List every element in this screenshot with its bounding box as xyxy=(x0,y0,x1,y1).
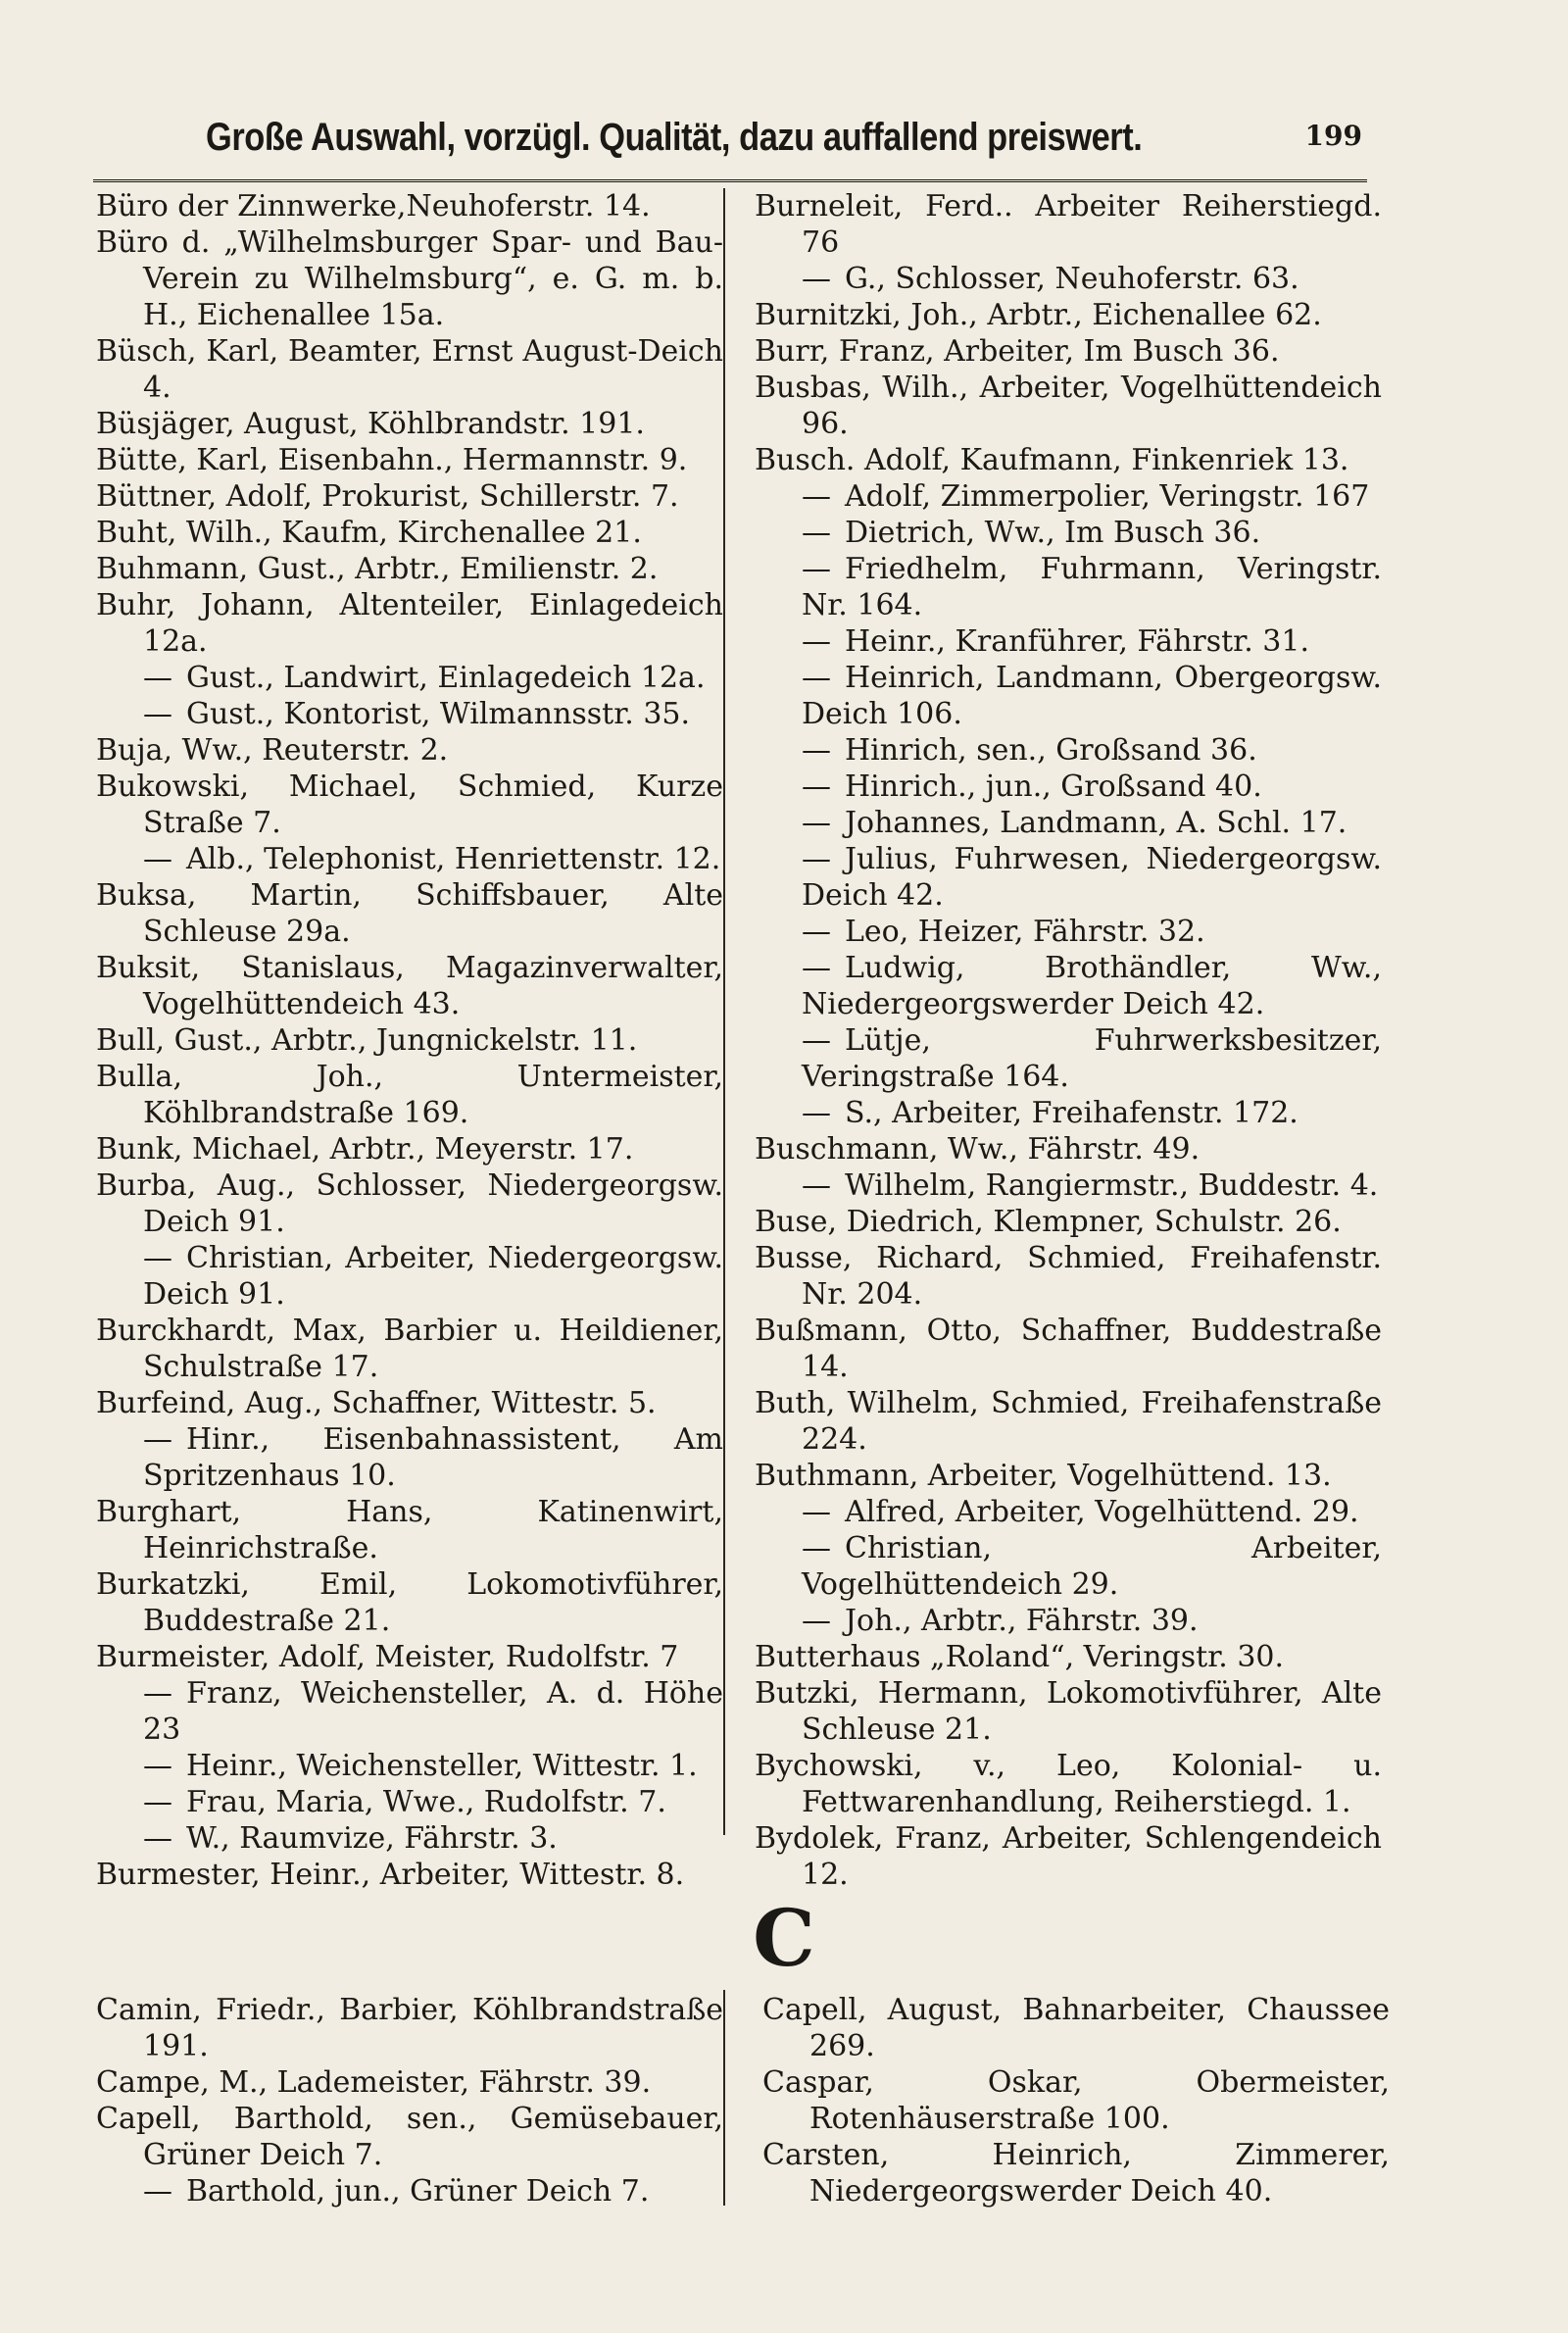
ditto-dash xyxy=(802,1167,845,1204)
directory-entry xyxy=(96,1675,723,1748)
directory-entry xyxy=(96,1059,723,1131)
entry-text: Bychowski, v., Leo, Kolonial- u. Fettwarenhandlung, Reiherstiegd. 1. xyxy=(755,1749,1382,1819)
entry-text: Butterhaus „Roland“, Veringstr. 30. xyxy=(755,1640,1285,1674)
directory-entry xyxy=(755,1530,1382,1603)
entry-text: Julius, Fuhrwesen, Niedergeorgsw. Deich 42. xyxy=(802,842,1382,913)
directory-entry xyxy=(755,623,1382,660)
ditto-dash xyxy=(802,805,845,841)
entry-text: G., Schlosser, Neuhoferstr. 63. xyxy=(845,262,1299,296)
entry-text: Leo, Heizer, Fährstr. 32. xyxy=(845,915,1205,949)
entry-text: Butzki, Hermann, Lokomotivführer, Alte Schleuse 21. xyxy=(755,1676,1382,1747)
directory-entry xyxy=(96,1992,723,2064)
entry-text: Büsch, Karl, Beamter, Ernst August-Deich 4. xyxy=(96,334,723,405)
ditto-dash xyxy=(802,478,845,515)
ditto-dash xyxy=(143,841,186,877)
ditto-dash xyxy=(802,769,845,805)
ditto-dash xyxy=(143,2173,186,2209)
entry-text: Capell, August, Bahnarbeiter, Chaussee 269. xyxy=(762,1993,1390,2063)
directory-entry xyxy=(96,2064,723,2101)
directory-entry xyxy=(755,1675,1382,1748)
entry-text: Busbas, Wilh., Arbeiter, Vogelhüttendeich 96. xyxy=(755,371,1382,441)
directory-entry xyxy=(96,188,723,224)
entry-text: Heinr., Weichensteller, Wittestr. 1. xyxy=(186,1749,698,1783)
column-divider xyxy=(723,188,725,1835)
directory-entry xyxy=(96,1857,723,1893)
ditto-dash xyxy=(143,696,186,732)
directory-entry xyxy=(755,1313,1382,1385)
ditto-dash xyxy=(143,1240,186,1276)
header-advertisement: Große Auswahl, vorzügl. Qualität, dazu auffallend preiswert. xyxy=(206,116,1143,159)
entry-text: Buksa, Martin, Schiffsbauer, Alte Schleuse 29a. xyxy=(96,878,723,949)
entry-text: S., Arbeiter, Freihafenstr. 172. xyxy=(845,1096,1298,1130)
directory-entry xyxy=(755,769,1382,805)
entry-text: Büsjäger, August, Köhlbrandstr. 191. xyxy=(96,407,645,441)
directory-entry xyxy=(96,587,723,660)
ditto-dash xyxy=(802,1530,845,1566)
directory-entry xyxy=(755,1240,1382,1313)
c-column-divider xyxy=(723,1990,725,2206)
entry-text: Gust., Kontorist, Wilmannsstr. 35. xyxy=(186,697,691,731)
directory-entry xyxy=(755,478,1382,515)
ditto-dash xyxy=(802,1022,845,1059)
directory-entry xyxy=(755,1167,1382,1204)
directory-entry xyxy=(755,950,1382,1022)
left-column xyxy=(96,188,723,1893)
entry-text: Buthmann, Arbeiter, Vogelhüttend. 13. xyxy=(755,1459,1332,1493)
entry-text: Barthold, jun., Grüner Deich 7. xyxy=(186,2174,650,2209)
entry-text: Capell, Barthold, sen., Gemüsebauer, Grüner Deich 7. xyxy=(96,2102,723,2172)
entry-text: Burr, Franz, Arbeiter, Im Busch 36. xyxy=(755,334,1280,369)
directory-entry xyxy=(755,551,1382,623)
directory-entry xyxy=(755,1095,1382,1131)
entry-text: Alfred, Arbeiter, Vogelhüttend. 29. xyxy=(845,1495,1359,1529)
directory-entry xyxy=(755,442,1382,478)
entry-text: Bütte, Karl, Eisenbahn., Hermannstr. 9. xyxy=(96,443,688,477)
ditto-dash xyxy=(143,1784,186,1820)
entry-text: Wilhelm, Rangiermstr., Buddestr. 4. xyxy=(845,1168,1379,1203)
directory-entry xyxy=(755,805,1382,841)
right-column xyxy=(755,188,1382,1893)
directory-entry xyxy=(96,660,723,696)
directory-entry xyxy=(96,1639,723,1675)
directory-entry xyxy=(755,515,1382,551)
ditto-dash xyxy=(802,660,845,696)
entry-text: Buksit, Stanislaus, Magazinverwalter, Vogelhüttendeich 43. xyxy=(96,951,723,1021)
directory-entry xyxy=(755,333,1382,370)
entry-text: Busse, Richard, Schmied, Freihafenstr. Nr. 204. xyxy=(755,1241,1382,1312)
directory-entry xyxy=(96,950,723,1022)
directory-entry xyxy=(755,1385,1382,1458)
directory-entry xyxy=(96,769,723,841)
entry-text: Burckhardt, Max, Barbier u. Heildiener, Schulstraße 17. xyxy=(96,1314,723,1384)
entry-text: Busch. Adolf, Kaufmann, Finkenriek 13. xyxy=(755,443,1349,477)
directory-entry xyxy=(762,2064,1390,2137)
ditto-dash xyxy=(802,515,845,551)
directory-entry xyxy=(96,515,723,551)
entry-text: Buhmann, Gust., Arbtr., Emilienstr. 2. xyxy=(96,552,659,586)
entry-text: Büro der Zinnwerke,Neuhoferstr. 14. xyxy=(96,189,651,223)
ditto-dash xyxy=(802,914,845,950)
entry-text: Bulla, Joh., Untermeister, Köhlbrandstraße 169. xyxy=(96,1060,723,1130)
entry-text: Alb., Telephonist, Henriettenstr. 12. xyxy=(186,842,721,876)
directory-entry xyxy=(96,2173,723,2209)
directory-entry xyxy=(755,188,1382,261)
entry-text: Büttner, Adolf, Prokurist, Schillerstr. 7. xyxy=(96,479,679,514)
entry-text: Buschmann, Ww., Fährstr. 49. xyxy=(755,1132,1200,1166)
entry-text: Caspar, Oskar, Obermeister, Rotenhäuserstraße 100. xyxy=(762,2065,1390,2136)
section-letter: C xyxy=(753,1892,815,1984)
ditto-dash xyxy=(802,841,845,877)
entry-text: Buja, Ww., Reuterstr. 2. xyxy=(96,733,449,768)
entry-text: Bunk, Michael, Arbtr., Meyerstr. 17. xyxy=(96,1132,634,1166)
entry-text: Carsten, Heinrich, Zimmerer, Niedergeorgswerder Deich 40. xyxy=(762,2138,1390,2209)
directory-entry xyxy=(96,1421,723,1494)
directory-entry xyxy=(755,1603,1382,1639)
directory-entry xyxy=(96,877,723,950)
entry-text: Burkatzki, Emil, Lokomotivführer, Buddestraße 21. xyxy=(96,1567,723,1638)
entry-text: Heinrich, Landmann, Obergeorgsw. Deich 106. xyxy=(802,661,1382,731)
directory-entry xyxy=(96,841,723,877)
ditto-dash xyxy=(143,1421,186,1458)
directory-entry xyxy=(96,696,723,732)
ditto-dash xyxy=(802,1603,845,1639)
directory-entry xyxy=(96,224,723,333)
ditto-dash xyxy=(802,950,845,986)
entry-text: Franz, Weichensteller, A. d. Höhe 23 xyxy=(143,1676,723,1747)
directory-entry xyxy=(762,2137,1390,2209)
entry-text: Christian, Arbeiter, Vogelhüttendeich 29. xyxy=(802,1531,1382,1602)
entry-text: Johannes, Landmann, A. Schl. 17. xyxy=(845,806,1348,840)
entry-text: Burfeind, Aug., Schaffner, Wittestr. 5. xyxy=(96,1386,657,1420)
ditto-dash xyxy=(802,261,845,297)
entry-text: Hinr., Eisenbahnassistent, Am Spritzenhaus 10. xyxy=(143,1422,723,1493)
header-rule xyxy=(93,179,1367,182)
entry-text: Burghart, Hans, Katinenwirt, Heinrichstraße. xyxy=(96,1495,723,1565)
entry-text: Bydolek, Franz, Arbeiter, Schlengendeich 12. xyxy=(755,1821,1382,1892)
entry-text: W., Raumvize, Fährstr. 3. xyxy=(186,1821,558,1856)
directory-entry xyxy=(96,1748,723,1784)
entry-text: Ludwig, Brothändler, Ww., Niedergeorgswerder Deich 42. xyxy=(802,951,1382,1021)
directory-entry xyxy=(96,1167,723,1240)
entry-text: Hinrich, sen., Großsand 36. xyxy=(845,733,1257,768)
directory-entry xyxy=(96,1131,723,1167)
entry-text: Friedhelm, Fuhrmann, Veringstr. Nr. 164. xyxy=(802,552,1382,622)
ditto-dash xyxy=(143,1675,186,1712)
directory-entry xyxy=(755,1494,1382,1530)
ditto-dash xyxy=(802,732,845,769)
directory-entry xyxy=(755,261,1382,297)
entry-text: Adolf, Zimmerpolier, Veringstr. 167 xyxy=(845,479,1370,514)
directory-entry xyxy=(96,442,723,478)
directory-entry xyxy=(755,1458,1382,1494)
directory-entry xyxy=(96,551,723,587)
entry-text: Büro d. „Wilhelmsburger Spar- und Bau-Verein zu Wilhelmsburg“, e. G. m. b. H., Eichenallee 15a. xyxy=(96,225,723,332)
directory-entry xyxy=(755,732,1382,769)
entry-text: Campe, M., Lademeister, Fährstr. 39. xyxy=(96,2065,652,2100)
ditto-dash xyxy=(143,1820,186,1857)
entry-text: Frau, Maria, Wwe., Rudolfstr. 7. xyxy=(186,1785,666,1819)
directory-entry xyxy=(96,1022,723,1059)
entry-text: Buht, Wilh., Kaufm, Kirchenallee 21. xyxy=(96,516,642,550)
entry-text: Heinr., Kranführer, Fährstr. 31. xyxy=(845,624,1310,659)
directory-entry xyxy=(755,914,1382,950)
directory-entry xyxy=(96,1240,723,1313)
directory-entry xyxy=(96,1566,723,1639)
ditto-dash xyxy=(802,623,845,660)
entry-text: Buhr, Johann, Altenteiler, Einlagedeich 12a. xyxy=(96,588,723,659)
directory-entry xyxy=(96,732,723,769)
page-number: 199 xyxy=(1304,120,1362,152)
entry-text: Dietrich, Ww., Im Busch 36. xyxy=(845,516,1261,550)
entry-text: Joh., Arbtr., Fährstr. 39. xyxy=(845,1604,1199,1638)
entry-text: Christian, Arbeiter, Niedergeorgsw. Deich 91. xyxy=(143,1241,723,1312)
entry-text: Gust., Landwirt, Einlagedeich 12a. xyxy=(186,661,706,695)
ditto-dash xyxy=(802,1095,845,1131)
entry-text: Camin, Friedr., Barbier, Köhlbrandstraße 191. xyxy=(96,1993,723,2063)
entry-text: Bukowski, Michael, Schmied, Kurze Straße 7. xyxy=(96,769,723,840)
directory-entry xyxy=(762,1992,1390,2064)
entry-text: Burba, Aug., Schlosser, Niedergeorgsw. Deich 91. xyxy=(96,1168,723,1239)
entry-text: Hinrich., jun., Großsand 40. xyxy=(845,769,1262,804)
c-left-column xyxy=(96,1992,723,2209)
entry-text: Lütje, Fuhrwerksbesitzer, Veringstraße 164. xyxy=(802,1023,1382,1094)
c-right-column xyxy=(762,1992,1390,2209)
entry-text: Burmeister, Adolf, Meister, Rudolfstr. 7 xyxy=(96,1640,679,1674)
entry-text: Bull, Gust., Arbtr., Jungnickelstr. 11. xyxy=(96,1023,638,1058)
directory-entry xyxy=(96,1820,723,1857)
entry-text: Burmester, Heinr., Arbeiter, Wittestr. 8. xyxy=(96,1858,685,1892)
page-header xyxy=(206,116,1362,174)
directory-entry xyxy=(755,1022,1382,1095)
directory-entry xyxy=(96,1784,723,1820)
directory-entry xyxy=(96,1385,723,1421)
directory-entry xyxy=(755,1639,1382,1675)
directory-entry xyxy=(755,297,1382,333)
directory-entry xyxy=(755,1748,1382,1820)
directory-entry xyxy=(755,841,1382,914)
directory-entry xyxy=(755,1204,1382,1240)
directory-entry xyxy=(96,333,723,406)
directory-entry xyxy=(755,660,1382,732)
directory-entry xyxy=(96,1494,723,1566)
entry-text: Buse, Diedrich, Klempner, Schulstr. 26. xyxy=(755,1205,1342,1239)
ditto-dash xyxy=(143,1748,186,1784)
directory-entry xyxy=(96,406,723,442)
directory-entry xyxy=(96,478,723,515)
directory-entry xyxy=(96,2101,723,2173)
entry-text: Burneleit, Ferd.. Arbeiter Reiherstiegd. 76 xyxy=(755,189,1382,260)
ditto-dash xyxy=(802,551,845,587)
directory-entry xyxy=(96,1313,723,1385)
entry-text: Burnitzki, Joh., Arbtr., Eichenallee 62. xyxy=(755,298,1322,332)
entry-text: Bußmann, Otto, Schaffner, Buddestraße 14. xyxy=(755,1314,1382,1384)
directory-entry xyxy=(755,370,1382,442)
directory-entry xyxy=(755,1131,1382,1167)
entry-text: Buth, Wilhelm, Schmied, Freihafenstraße 224. xyxy=(755,1386,1382,1457)
ditto-dash xyxy=(802,1494,845,1530)
directory-entry xyxy=(755,1820,1382,1893)
ditto-dash xyxy=(143,660,186,696)
